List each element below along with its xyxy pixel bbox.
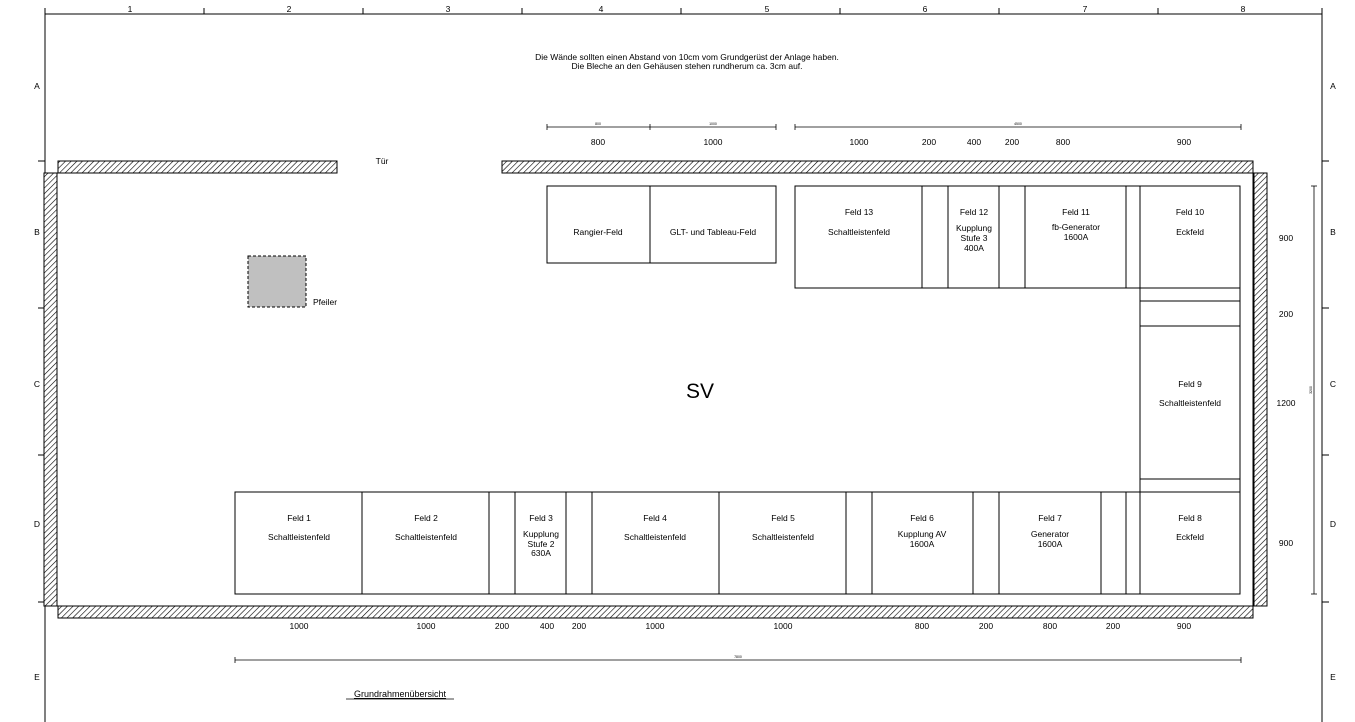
dimension-label: 900 — [1176, 137, 1192, 147]
row-label: D — [1329, 519, 1337, 529]
panel-name: Feld 1 — [287, 513, 311, 523]
row-label: B — [1330, 227, 1336, 237]
panel-detail: Stufe 2 — [527, 539, 555, 549]
wall-top-left — [58, 161, 337, 173]
panel-detail: 630A — [531, 548, 551, 558]
column-label: 1 — [127, 4, 133, 14]
column-label: 7 — [1082, 4, 1088, 14]
panel-name: Feld 8 — [1178, 513, 1202, 523]
room-label: SV — [685, 380, 715, 403]
spacer-panel — [1140, 288, 1240, 301]
top-panels — [547, 186, 1240, 288]
dimension-label: 900 — [1278, 233, 1294, 243]
panel-type: Schaltleistenfeld — [1159, 398, 1221, 408]
dimension-label: 1200 — [1276, 398, 1296, 408]
panel-name: Feld 3 — [529, 513, 553, 523]
row-label: A — [34, 81, 40, 91]
dimension-label: 400 — [539, 621, 555, 631]
dimension-label: 200 — [571, 621, 587, 631]
note-line-1: Die Wände sollten einen Abstand von 10cm vom Grundgerüst der Anlage haben. — [535, 52, 839, 62]
column-label: 2 — [286, 4, 292, 14]
panel-name: Feld 6 — [910, 513, 934, 523]
pillar — [248, 256, 306, 307]
dimension-small: 7800 — [734, 655, 742, 659]
column-label: 4 — [598, 4, 604, 14]
row-label: C — [1329, 379, 1337, 389]
panel-detail: 1600A — [909, 539, 935, 549]
panel-detail: 1600A — [1037, 539, 1063, 549]
column-label: 6 — [922, 4, 928, 14]
spacer-panel — [1126, 492, 1140, 594]
wall-left — [44, 173, 57, 606]
panel-name: Feld 11 — [1062, 207, 1090, 217]
panel-rangier-feld — [547, 186, 650, 263]
dimension-label: 200 — [978, 621, 994, 631]
dimension-label: 800 — [1042, 621, 1058, 631]
panel-name: Feld 13 — [844, 207, 874, 217]
panel-type: Schaltleistenfeld — [752, 532, 814, 542]
dimension-label: 900 — [1278, 538, 1294, 548]
panel-feld-8 — [1140, 492, 1240, 594]
panel-detail: 400A — [964, 243, 984, 253]
panel-name: Feld 9 — [1178, 379, 1202, 389]
column-label: 3 — [445, 4, 451, 14]
dimension-label: 1000 — [849, 137, 869, 147]
column-label: 5 — [764, 4, 770, 14]
dimension-label: 1000 — [703, 137, 723, 147]
column-label: 8 — [1240, 4, 1246, 14]
dimension-small: 3200 — [1309, 386, 1313, 394]
spacer-panel — [1101, 492, 1126, 594]
wall-right — [1254, 173, 1267, 606]
panel-name: Feld 5 — [771, 513, 795, 523]
row-label: E — [1330, 672, 1336, 682]
panel-type: Schaltleistenfeld — [268, 532, 330, 542]
panel-type: Eckfeld — [1176, 227, 1204, 237]
panel-name: Feld 4 — [643, 513, 667, 523]
dimension-label: 1000 — [289, 621, 309, 631]
panel-detail: fb-Generator — [1051, 222, 1101, 232]
dimension-label: 800 — [914, 621, 930, 631]
bottom-panels — [235, 492, 1240, 594]
pillar-label: Pfeiler — [313, 297, 338, 307]
dimension-small: 1000 — [709, 122, 717, 126]
panel-feld-1 — [235, 492, 362, 594]
dimension-label: 200 — [1278, 309, 1294, 319]
note-line-2: Die Bleche an den Gehäusen stehen rundherum ca. 3cm auf. — [571, 61, 803, 71]
right-panels — [1140, 288, 1240, 492]
panel-detail: Kupplung AV — [897, 529, 947, 539]
spacer-panel — [1140, 479, 1240, 492]
row-label: B — [34, 227, 40, 237]
panel-name: Feld 7 — [1038, 513, 1062, 523]
panel-feld-10 — [1140, 186, 1240, 288]
spacer-panel — [999, 186, 1025, 288]
panel-detail: Kupplung — [956, 223, 992, 233]
dimension-label: 1000 — [416, 621, 436, 631]
panel-detail: Generator — [1030, 529, 1070, 539]
dimension-label: 200 — [921, 137, 937, 147]
wall-top-right — [502, 161, 1253, 173]
dimension-label: 1000 — [645, 621, 665, 631]
wall-bottom — [58, 606, 1253, 618]
dimension-label: 800 — [590, 137, 606, 147]
panel-detail: Stufe 3 — [960, 233, 988, 243]
panel-name: Feld 10 — [1175, 207, 1205, 217]
panel-type: Eckfeld — [1176, 532, 1204, 542]
dimension-small: 800 — [595, 122, 601, 126]
panel-type: Schaltleistenfeld — [828, 227, 890, 237]
panel-feld-13 — [795, 186, 922, 288]
dimension-label: 400 — [966, 137, 982, 147]
panel-feld-2 — [362, 492, 489, 594]
dimension-label: 200 — [1004, 137, 1020, 147]
panel-name: Feld 12 — [959, 207, 989, 217]
spacer-panel — [566, 492, 592, 594]
panel-detail: Kupplung — [523, 529, 559, 539]
panel-glt-tableau-feld — [650, 186, 776, 263]
row-label: D — [33, 519, 41, 529]
panel-type: Schaltleistenfeld — [624, 532, 686, 542]
spacer-panel — [489, 492, 515, 594]
panel-name: Feld 2 — [414, 513, 438, 523]
dimension-small: 4500 — [1014, 122, 1022, 126]
panel-detail: 1600A — [1063, 232, 1089, 242]
spacer-panel — [922, 186, 948, 288]
row-label: A — [1330, 81, 1336, 91]
panel-label: Rangier-Feld — [573, 227, 623, 237]
spacer-panel — [846, 492, 872, 594]
dimension-label: 800 — [1055, 137, 1071, 147]
spacer-panel — [1140, 301, 1240, 326]
panel-type: Schaltleistenfeld — [395, 532, 457, 542]
row-label: C — [33, 379, 41, 389]
dimension-label: 1000 — [773, 621, 793, 631]
panel-label: GLT- und Tableau-Feld — [669, 227, 757, 237]
spacer-panel — [973, 492, 999, 594]
dimension-label: 200 — [1105, 621, 1121, 631]
panel-feld-5 — [719, 492, 846, 594]
spacer-panel — [1126, 186, 1140, 288]
door-label: Tür — [375, 156, 389, 166]
dimension-label: 900 — [1176, 621, 1192, 631]
dimension-label: 200 — [494, 621, 510, 631]
row-label: E — [34, 672, 40, 682]
drawing-title: Grundrahmenübersicht — [353, 689, 447, 699]
panel-feld-4 — [592, 492, 719, 594]
